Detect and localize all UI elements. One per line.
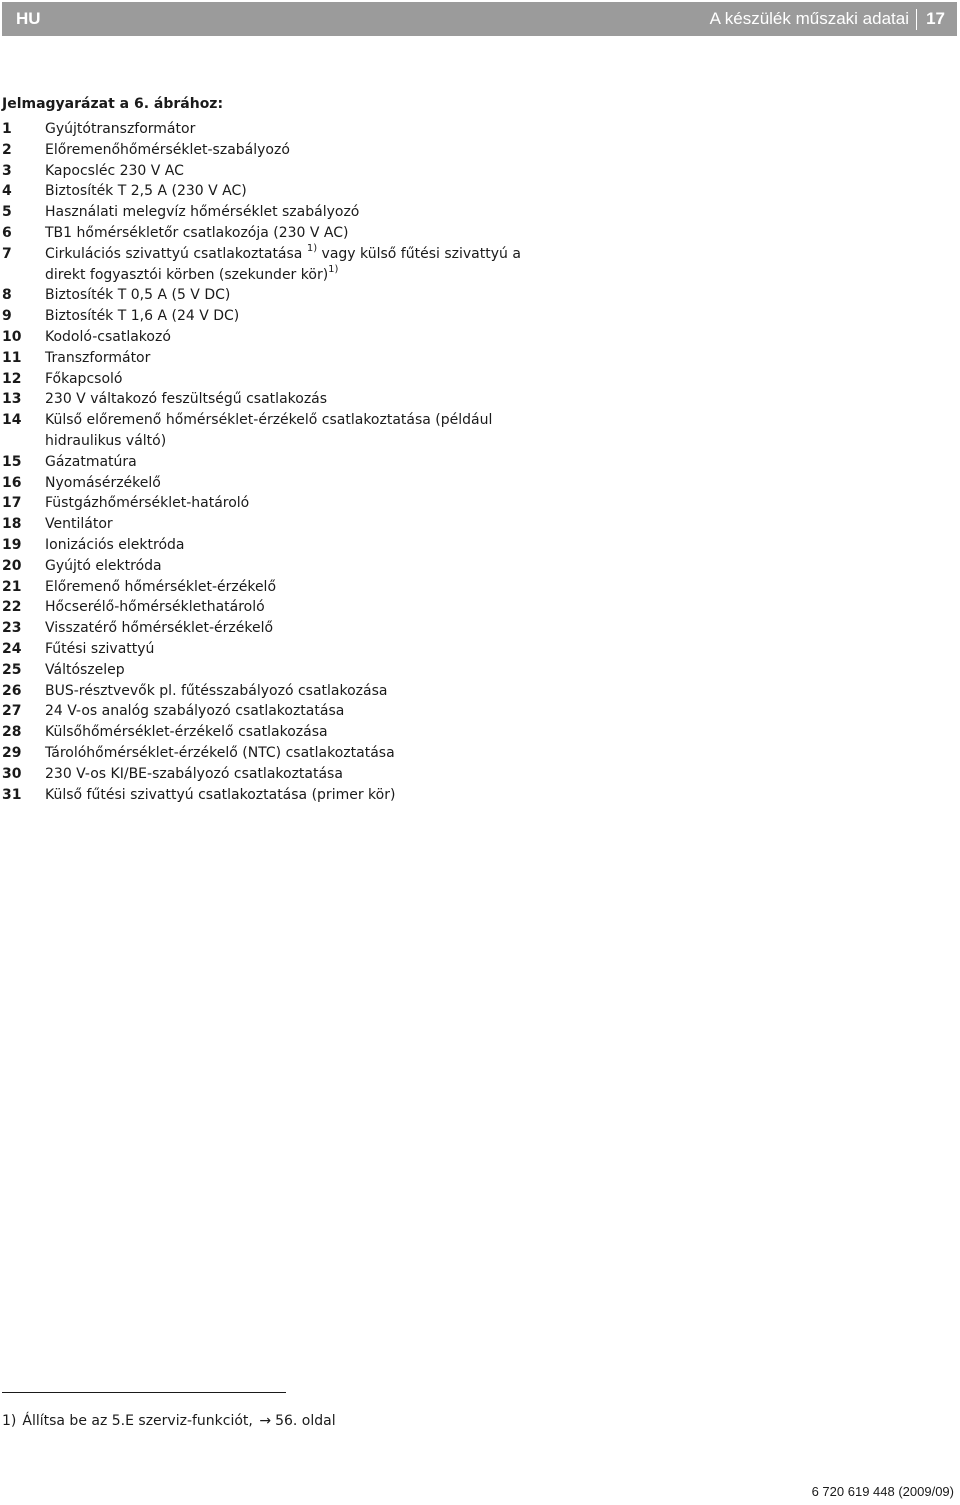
legend-item — [2, 369, 522, 390]
legend-item — [2, 556, 522, 577]
footnote-marker: 1) — [306, 243, 318, 255]
legend-item-text: Főkapcsoló — [45, 370, 123, 387]
legend-item — [2, 681, 522, 702]
legend-item — [2, 577, 522, 598]
legend-item — [2, 161, 522, 182]
legend-item-number: 13 — [2, 391, 22, 408]
legend-item-number: 4 — [2, 183, 12, 200]
page-header — [2, 2, 957, 36]
legend-item-number: 29 — [2, 744, 22, 761]
legend-list — [2, 119, 522, 805]
legend-item — [2, 597, 522, 618]
legend-item-text: Kodoló-csatlakozó — [45, 328, 171, 345]
legend-item — [2, 410, 522, 452]
legend-item-number: 21 — [2, 578, 22, 595]
legend-item-text: BUS-résztvevők pl. fűtésszabályozó csatlakozása — [45, 682, 388, 699]
legend-item — [2, 764, 522, 785]
legend-item — [2, 244, 522, 286]
legend-item-text: TB1 hőmérsékletőr csatlakozója (230 V AC) — [45, 224, 349, 241]
footnote-text: Állítsa be az 5.E szerviz-funkciót, — [22, 1413, 253, 1429]
footnote-rule — [2, 1392, 286, 1393]
legend-item-number: 6 — [2, 224, 12, 241]
legend-item — [2, 535, 522, 556]
legend-item-number: 28 — [2, 724, 22, 741]
legend-item-text: Előremenőhőmérséklet-szabályozó — [45, 141, 290, 158]
legend-item — [2, 660, 522, 681]
legend-item — [2, 514, 522, 535]
footnote-marker: 1) — [328, 263, 339, 275]
page-number: 17 — [926, 9, 945, 28]
legend-item-text: Fűtési szivattyú — [45, 640, 155, 657]
legend-item-number: 19 — [2, 536, 22, 553]
legend-item — [2, 306, 522, 327]
legend-item-number: 2 — [2, 141, 12, 158]
legend-item — [2, 140, 522, 161]
legend-item-text: Biztosíték T 1,6 A (24 V DC) — [45, 308, 240, 325]
legend-item-number: 22 — [2, 599, 22, 616]
legend-item — [2, 181, 522, 202]
legend-item — [2, 119, 522, 140]
legend-item — [2, 327, 522, 348]
legend-item — [2, 223, 522, 244]
header-separator — [916, 9, 917, 30]
legend-item — [2, 785, 522, 806]
legend-item — [2, 743, 522, 764]
legend-item-text: Transzformátor — [45, 349, 151, 366]
legend-item — [2, 722, 522, 743]
legend-item-text: 230 V-os KI/BE-szabályozó csatlakoztatása — [45, 765, 343, 782]
legend-item — [2, 639, 522, 660]
legend-item-number: 7 — [2, 245, 12, 262]
legend-item-text: Kapocsléc 230 V AC — [45, 162, 184, 179]
legend-item — [2, 618, 522, 639]
legend-item-number: 8 — [2, 287, 12, 304]
legend-item-number: 16 — [2, 474, 22, 491]
legend-item-text: Biztosíték T 0,5 A (5 V DC) — [45, 287, 231, 304]
legend-item-text: Gázatmatúra — [45, 453, 137, 470]
legend-item-text: Külső fűtési szivattyú csatlakoztatása (primer kör) — [45, 786, 396, 803]
legend-item-number: 27 — [2, 703, 22, 720]
language-code: HU — [16, 9, 41, 28]
legend-item-text: 24 V-os analóg szabályozó csatlakoztatása — [45, 703, 345, 720]
legend-item — [2, 493, 522, 514]
footnote — [2, 1412, 336, 1430]
legend-item-text: Visszatérő hőmérséklet-érzékelő — [45, 620, 274, 637]
legend-item-text: 230 V váltakozó feszültségű csatlakozás — [45, 391, 328, 408]
legend-item-number: 30 — [2, 765, 22, 782]
legend-item — [2, 473, 522, 494]
legend-item-number: 18 — [2, 516, 22, 533]
legend-item-text: Ventilátor — [45, 516, 113, 533]
legend-item — [2, 701, 522, 722]
footnote-page-ref[interactable]: 56. oldal — [275, 1413, 336, 1429]
legend-item-number: 14 — [2, 412, 22, 429]
legend-item-number: 23 — [2, 620, 22, 637]
legend-item-text: Biztosíték T 2,5 A (230 V AC) — [45, 183, 247, 200]
legend-caption: Jelmagyarázat a 6. ábrához: — [2, 96, 224, 112]
legend-item-text: Füstgázhőmérséklet-határoló — [45, 495, 250, 512]
legend-item — [2, 452, 522, 473]
legend-item — [2, 348, 522, 369]
legend-item-number: 17 — [2, 495, 22, 512]
legend-item-number: 26 — [2, 682, 22, 699]
legend-item-text-part: Cirkulációs szivattyú csatlakoztatása — [45, 245, 307, 262]
legend-item-text: Ionizációs elektróda — [45, 536, 185, 553]
footnote-number: 1) — [2, 1413, 17, 1429]
legend-item-text: Hőcserélő-hőmérséklethatároló — [45, 599, 265, 616]
legend-item-number: 10 — [2, 328, 22, 345]
legend-item-text: Tárolóhőmérséklet-érzékelő (NTC) csatlakoztatása — [45, 744, 395, 761]
legend-item-text: Használati melegvíz hőmérséklet szabályozó — [45, 204, 360, 221]
legend-item-number: 9 — [2, 308, 12, 325]
legend-item-text-part: vagy külső fűtési szivattyú a direkt fogyasztói körben (szekunder kör) — [45, 245, 521, 283]
legend-item-number: 24 — [2, 640, 22, 657]
legend-item-number: 12 — [2, 370, 22, 387]
legend-item-number: 11 — [2, 349, 22, 366]
legend-item-number: 25 — [2, 661, 22, 678]
legend-item — [2, 202, 522, 223]
arrow-right-icon: → — [259, 1413, 272, 1429]
legend-item-text: Gyújtó elektróda — [45, 557, 162, 574]
legend-item-text — [45, 244, 522, 286]
section-title: A készülék műszaki adatai — [709, 9, 909, 28]
legend-item-number: 15 — [2, 453, 22, 470]
legend-item — [2, 389, 522, 410]
legend-item-number: 3 — [2, 162, 12, 179]
legend-item-text: Váltószelep — [45, 661, 125, 678]
legend-item-text: Külső előremenő hőmérséklet-érzékelő csatlakoztatása (például hidraulikus váltó) — [45, 412, 493, 449]
legend-item — [2, 285, 522, 306]
legend-item-number: 1 — [2, 121, 12, 137]
legend-item-text: Előremenő hőmérséklet-érzékelő — [45, 578, 277, 595]
legend-item-text: Külsőhőmérséklet-érzékelő csatlakozása — [45, 724, 328, 741]
legend-item-number: 20 — [2, 557, 22, 574]
legend-item-number: 5 — [2, 204, 12, 221]
document-number: 6 720 619 448 (2009/09) — [811, 1484, 954, 1499]
legend-item-number: 31 — [2, 786, 22, 803]
legend-item-text: Nyomásérzékelő — [45, 474, 161, 491]
legend-item-text: Gyújtótranszformátor — [45, 121, 196, 137]
